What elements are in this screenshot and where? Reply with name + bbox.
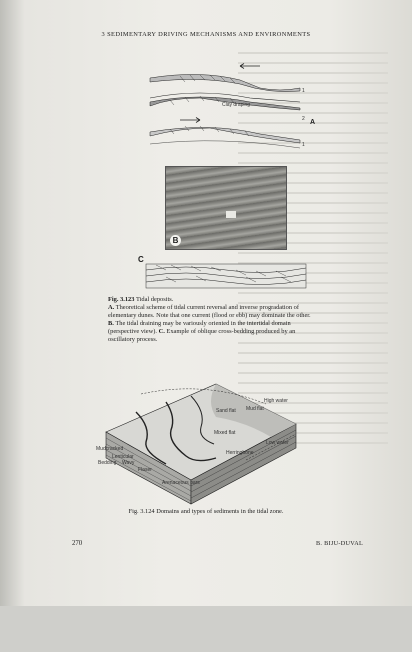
page-number: 270 bbox=[72, 540, 83, 547]
figure-3-123-a-diagram bbox=[140, 58, 315, 158]
high-water-label: High water bbox=[264, 398, 288, 404]
author-name: B. BIJU-DUVAL bbox=[316, 540, 364, 547]
wavy-label: Wavy bbox=[122, 460, 135, 466]
sand-flat-label: Sand flat bbox=[216, 408, 236, 414]
dune-layer-1 bbox=[150, 74, 300, 91]
caption-123-title: Tidal deposits. bbox=[135, 296, 174, 303]
caption-123-a-text: Theoretical scheme of tidal current reversal and inverse progradation of elementary dunes. Note that one current (flood or ebb) may dominate the other. bbox=[108, 303, 311, 319]
current-arrow-right bbox=[180, 118, 200, 123]
photo-highlight bbox=[226, 211, 236, 218]
figure-3-124-block-diagram bbox=[96, 372, 301, 512]
clay-draping-label: Clay draping bbox=[222, 102, 251, 108]
part-a-letter: A bbox=[310, 119, 315, 126]
dune-layer-3 bbox=[150, 127, 300, 143]
part-b-letter: B bbox=[170, 235, 181, 246]
running-head: 3 SEDIMENTARY DRIVING MECHANISMS AND ENVIRONMENTS bbox=[101, 31, 311, 38]
tidal-flat-photo bbox=[165, 166, 287, 250]
figure-3-123-caption bbox=[108, 296, 313, 343]
caption-123-b-text: The tidal draining may be variously oriented in the intertidal domain (perspective view). bbox=[108, 319, 291, 335]
lenticular-label: Lenticular bbox=[112, 454, 134, 460]
caption-123-number: Fig. 3.123 bbox=[108, 296, 135, 303]
flaser-label: Flaser bbox=[138, 467, 152, 473]
caption-123-c-letter: C. bbox=[158, 327, 165, 335]
current-arrow-left bbox=[240, 64, 260, 69]
bedding-label: Bedding bbox=[98, 460, 117, 466]
mud-flat-label: Mud flat bbox=[246, 406, 264, 412]
caption-123-c-text: Example of oblique cross-bedding produced by an oscillatory process. bbox=[108, 327, 296, 343]
herringbone-label: Herringbone bbox=[226, 450, 254, 456]
caption-123-b-letter: B. bbox=[108, 319, 114, 327]
figure-3-124-caption: Fig. 3.124 Domains and types of sediments in the tidal zone. bbox=[128, 508, 284, 515]
low-water-label: Low water bbox=[266, 440, 289, 446]
mixed-flat-label: Mixed flat bbox=[214, 430, 236, 436]
sand-bars-label: Arenaceous bars bbox=[162, 480, 200, 486]
step-1-label: 1 bbox=[302, 88, 305, 94]
mudcracked-label: Mudcracked bbox=[96, 446, 124, 452]
step-3-label: 1 bbox=[302, 142, 305, 148]
caption-123-a-letter: A. bbox=[108, 303, 115, 311]
figure-3-123-c-diagram bbox=[136, 256, 311, 292]
step-2-label: 2 bbox=[302, 116, 305, 122]
part-c-letter: C bbox=[138, 255, 144, 264]
